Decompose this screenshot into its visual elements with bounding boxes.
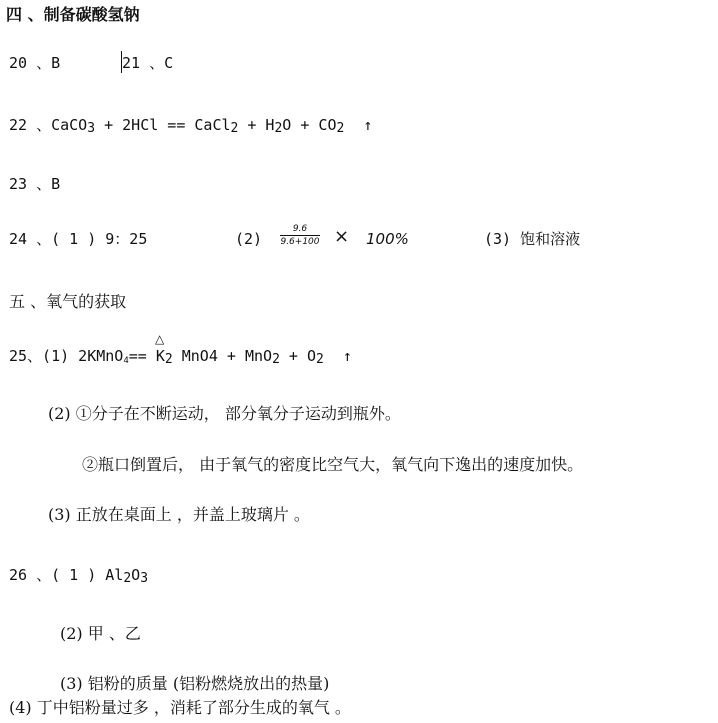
answer-24-part1: 24 、( 1 ) 9：25 <box>9 230 148 248</box>
answer-25-part2-b: ②瓶口倒置后， 由于氧气的密度比空气大，氧气向下逸出的速度加快。 <box>82 455 584 474</box>
gas-arrow-icon: ↑ <box>363 116 373 134</box>
section-4-title: 四 、制备碳酸氢钠 <box>6 5 140 24</box>
answer-25-part2: (2) ①分子在不断运动， 部分氧分子运动到瓶外。 <box>48 404 401 423</box>
answer-24-part2-label: (2) <box>235 230 263 248</box>
answer-22-equation: 22 、CaCO$_3$ + 2HCl == CaCl$_2$ + $H_2O + CO_2$ ↑ <box>9 116 373 136</box>
answer-24-part3: (3) 饱和溶液 <box>484 230 581 248</box>
answer-21: 21 、C <box>122 54 174 72</box>
percent: 100% <box>366 230 409 248</box>
fraction: 9.6 9.6+100 <box>280 224 320 247</box>
answer-23: 23 、B <box>9 175 61 193</box>
gas-arrow-icon: ↑ <box>342 347 352 365</box>
answer-25-equation: 25、(1) 2KMnO$_4$== $K_2$ $MnO4 + MnO_2 + O_2$ ↑ <box>9 347 352 367</box>
answer-26-part4: (4) 丁中铝粉量过多 ，消耗了部分生成的氧气 。 <box>9 698 351 717</box>
answer-26-part1: 26 、( 1 ) $Al_2O_3$ <box>9 566 149 586</box>
answer-26-part2: (2) 甲 、乙 <box>60 624 141 643</box>
heat-symbol: △ <box>155 332 165 346</box>
answer-25-part3: (3) 正放在桌面上 ，并盖上玻璃片 。 <box>48 505 310 524</box>
times-sign: × <box>334 226 350 247</box>
answer-26-part3: (3) 铝粉的质量 (铝粉燃烧放出的热量) <box>60 674 330 693</box>
section-5-title: 五 、氧气的获取 <box>9 292 127 311</box>
answer-20: 20 、B <box>9 54 61 72</box>
